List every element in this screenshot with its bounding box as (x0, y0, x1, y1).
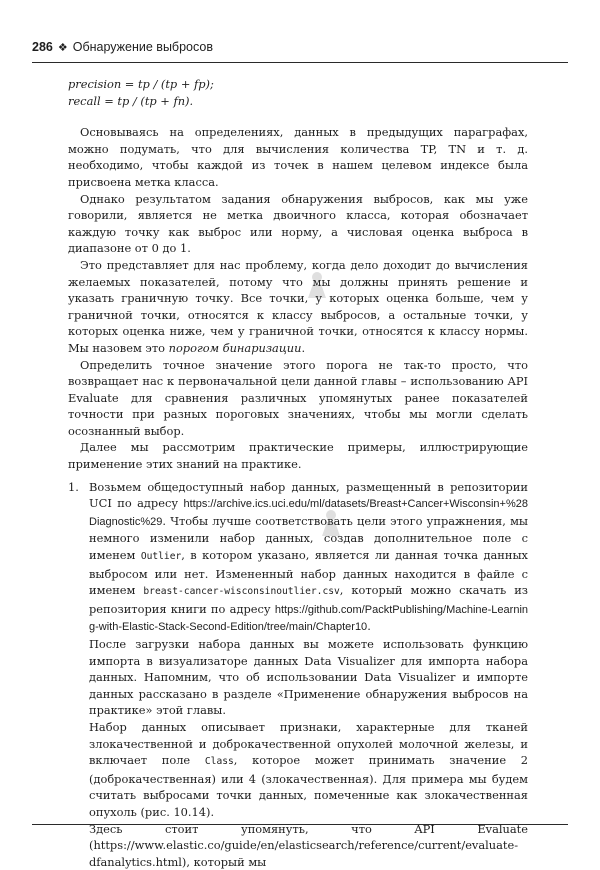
github-repo-link[interactable]: https://github.com/PacktPublishing/Machine-Learning-with-Elastic-Stack-Second-Edition/tree/main/Chapter10 (89, 603, 528, 634)
formula-precision: precision = tp / (tp + fp); (68, 77, 214, 91)
term-binarization: порогом бинаризации (168, 340, 302, 355)
watermark-icon (304, 270, 330, 300)
filename: breast-cancer-wisconsinoutlier.csv (143, 586, 340, 598)
paragraph: Основываясь на определениях, данных в предыдущих параграфах, можно подумать, что для вычисления количества TP, TN и т. д. необходимо, чтобы каждой из точек в нашем целевом индексе была присвоена метка класса. (68, 125, 528, 189)
footer-rule (32, 824, 568, 825)
text: Возьмем общедоступный набор данных, размещенный в репозитории UCI по адресу (89, 479, 528, 511)
formula-recall: recall = tp / (tp + fn). (68, 93, 194, 108)
term-suffix: . (301, 340, 306, 355)
paragraph: Однако результатом задания обнаружения выбросов, как мы уже говорили, является не метка двоичного класса, которая обозначает каждую точку как выброс или норму, а числовая оценка выброса в диапазоне от 0 до 1. (68, 191, 528, 256)
paragraph (68, 257, 528, 357)
uci-dataset-link[interactable]: https://archive.ics.uci.edu/ml/datasets/Breast+Cancer+Wisconsin+%28Diagnostic%29 (89, 498, 528, 528)
text: . (367, 619, 371, 634)
watermark-icon (318, 508, 344, 538)
paragraph-text: Это представляет для нас проблему, когда дело доходит до вычисления желаемых показателей, потому что мы должны принять решение и указать граничную точку. Все точки, у которых оценка больше, чем у граничной точки, относятся к классу выбросов, а остальные точки, у которых оценка ниже, чем у граничной точки, относятся к классу нормы. Мы назовем это (68, 257, 528, 355)
chapter-title: Обнаружение выбросов (72, 40, 213, 54)
field-outlier: Outlier (140, 551, 182, 563)
text: . Чтобы лучше соответствовать цели этого упражнения, мы немного изменили набор данных, создав дополнительное поле с именем (89, 513, 528, 563)
numbered-list (68, 479, 528, 870)
paragraph: Определить точное значение этого порога не так-то просто, что возвращает нас к первоначальной цели данной главы – использованию API Evaluate для сравнения различных упомянутых ранее показателей точности при разных пороговых значениях, чтобы мы могли сделать осознанный выбор. (68, 357, 528, 438)
page-body (68, 76, 528, 870)
list-paragraph: Здесь стоит упомянуть, что API Evaluate (https://www.elastic.co/guide/en/elasticsearch/reference/current/evaluate-dfanalytics.html), который мы (89, 821, 528, 869)
text: Набор данных описывает признаки, характерные для тканей злокачественной и доброкачественной опухолей молочной железы, и включает поле (89, 719, 528, 768)
text: , в котором указано, является ли данная точка данных выбросом или нет. Измененный набор данных находится в файле с именем (89, 548, 528, 598)
list-paragraph (89, 719, 528, 821)
list-marker: 1. (68, 479, 79, 494)
separator-icon: ❖ (57, 42, 68, 54)
list-paragraph: После загрузки набора данных вы можете использовать функцию импорта в визуализаторе данных Data Visualizer для импорта набора данных. Напомним, что об использовании Data Visualizer и импорте данных рассказано в разделе «Применение обнаружения выбросов на практике» этой главы. (89, 637, 528, 718)
page-header (32, 40, 568, 63)
text: , который можно скачать из репозитория книги по адресу (89, 583, 528, 616)
page-number: 286 (32, 40, 53, 54)
list-item (68, 479, 528, 870)
paragraph: Далее мы рассмотрим практические примеры, иллюстрирующие применение этих знаний на практике. (68, 440, 528, 472)
list-paragraph (89, 479, 528, 636)
field-class: Class (204, 756, 234, 768)
text: , которое может принимать значение 2 (доброкачественная) или 4 (злокачественная). Для примера мы будем считать выбросами точки данных, помеченные как злокачественная опухоль (рис. 10.14). (89, 753, 529, 819)
